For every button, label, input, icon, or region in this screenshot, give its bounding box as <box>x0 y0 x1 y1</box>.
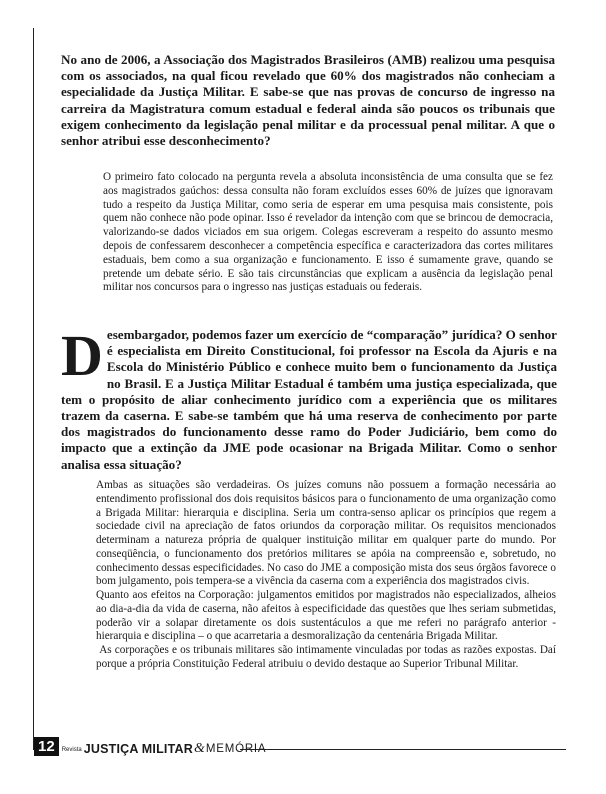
footer-revista-label: Revista <box>61 747 82 753</box>
question-2-text: esembargador, podemos fazer um exercício de “comparação” jurídica? O senhor é especialista em Direito Constitucional, foi professor na Escola da Ajuris e na Escola do Ministério Público e conhece muito bem o funcionamento da Justiça no Brasil. E a Justiça Militar Estadual é também uma justiça especializada, que tem o propósito de aliar conhecimento jurídico com a experiência que os militares trazem da caserna. E sabe-se também que há uma reserva de conhecimento por parte dos magistrados do funcionamento desse ramo do Poder Judiciário, bem como do impacto que a extinção da JME pode ocasionar na Brigada Militar. Como o senhor analisa essa situação? <box>61 327 557 472</box>
footer-magazine-subtitle: MEMÓRIA <box>205 743 267 755</box>
footer-ampersand: & <box>193 741 205 756</box>
interview-answer-2 <box>96 479 559 672</box>
answer-1-paragraph-1: O primeiro fato colocado na pergunta revela a absoluta inconsistência de uma consulta que se fez aos magistrados gaúchos: dessa consulta não foram excluídos esses 60% de juízes que ignoravam tudo a respeito da Justiça Militar, como seria de esperar em uma pesquisa mais consistente, pois quem não conhece não pode opinar. Isso é revelador da intenção com que se brincou de democracia, valorizando-se dados viciados em sua origem. Colegas escreveram a respeito do assunto mesmo depois de confessarem desconhecer a competência específica e caracterizadora das cortes militares estaduais, bem como a sua organização e funcionamento. E isso é sumamente grave, quando se pretende um debate sério. E são tais circunstâncias que explicam a ausência da legislação penal militar nos concursos para o ingresso nas justiças estaduais ou federais. <box>103 171 553 294</box>
interview-answer-1 <box>103 171 553 295</box>
left-frame-line <box>33 28 34 750</box>
footer-rule-line <box>240 749 566 750</box>
answer-2-paragraph-3: As corporações e os tribunais militares são intimamente vinculadas por todas as razões expostas. Daí porque a própria Constituição Federal atribuiu o devido destaque ao Superior Tribunal Militar. <box>96 644 559 670</box>
interview-question-1: No ano de 2006, a Associação dos Magistrados Brasileiros (AMB) realizou uma pesquisa com os associados, na qual ficou revelado que 60% dos magistrados não conheciam a especialidade da Justiça Militar. E sabe-se que nas provas de concurso de ingresso na carreira da Magistratura comum estadual e federal ainda são poucos os tribunais que exigem conhecimento da legislação penal militar e da processual penal militar. A que o senhor atribui esse desconhecimento? <box>61 52 555 149</box>
interview-question-2 <box>61 323 557 473</box>
footer-magazine-title: JUSTIÇA MILITAR <box>83 742 193 756</box>
page-number: 12 <box>34 737 59 756</box>
drop-cap-letter: D <box>61 323 103 388</box>
page-footer <box>34 736 266 756</box>
answer-2-paragraph-1: Ambas as situações são verdadeiras. Os juízes comuns não possuem a formação necessária ao entendimento profissional dos dois requisitos básicos para o funcionamento de uma organização como a Brigada Militar: hierarquia e disciplina. Seria um contra-senso aplicar os princípios que regem a sociedade civil na apreciação de fatos oriundos da corporação militar. Os requisitos mencionados determinam a natureza própria de qualquer instituição militar em qualquer parte do mundo. Por conseqüência, o funcionamento dos pretórios militares se apóia na compreensão e, sobretudo, no conhecimento dessas especificidades. No caso do JME a composição mista dos seus órgãos favorece o bom julgamento, pois tempera-se a vivência da caserna com a experiência dos magistrados civis. <box>96 479 556 588</box>
answer-2-paragraph-2: Quanto aos efeitos na Corporação: julgamentos emitidos por magistrados não especializados, alheios ao dia-a-dia da vida de caserna, não afeitos à especificidade das questões que lhes seriam submetidas, poderão vir a solapar diretamente os dois sustentáculos a que me referi no parágrafo anterior -hierarquia e disciplina – o que acarretaria a desmoralização da centenária Brigada Militar. <box>96 589 556 643</box>
